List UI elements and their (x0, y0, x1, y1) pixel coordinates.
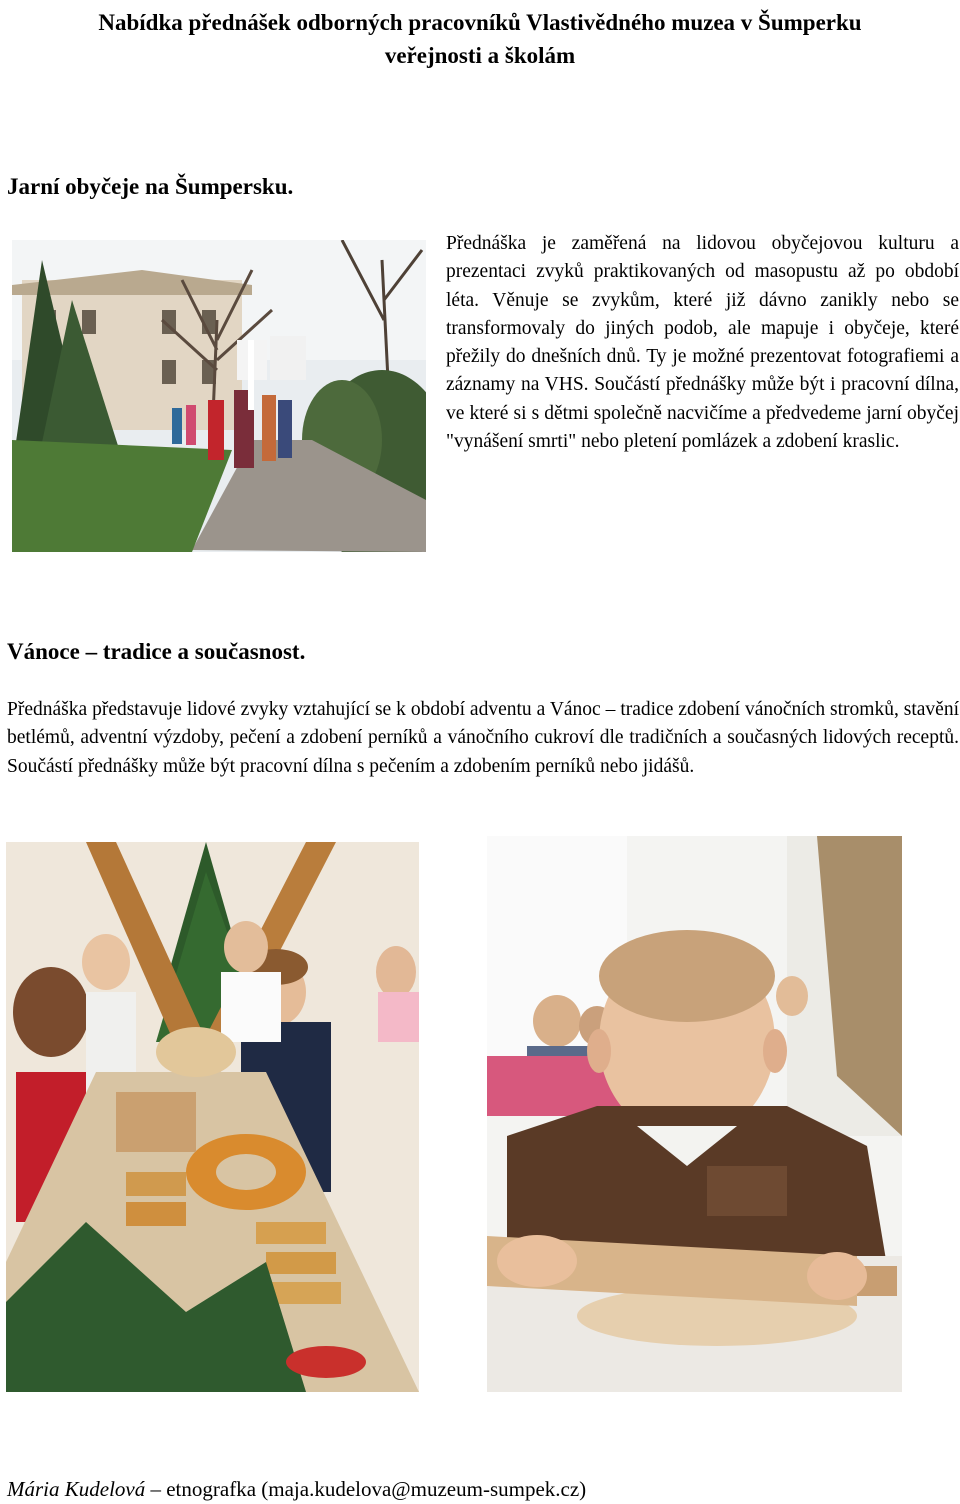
section-heading-christmas: Vánoce – tradice a současnost. (7, 639, 306, 664)
photo-gingerbread-workshop (6, 842, 419, 1392)
page-title-line-1: Nabídka přednášek odborných pracovníků Vlastivědného muzea v Šumperku (98, 10, 862, 35)
footer-author (7, 1475, 586, 1503)
section-text-spring: Přednáška je zaměřená na lidovou obyčejovou kulturu a prezentaci zvyků praktikovaných od masopustu až po období léta. Věnuje se zvykům, které již dávno zanikly nebo se transformovaly do jiných podob, ale mapuje i obyčeje, které přežily do dnešních dnů. Ty je možné prezentovat fotografiemi a záznamy na VHS. Součástí přednášky může být i pracovní dílna, ve které si s dětmi společně nacvičíme a předvedeme jarní obyčej "vynášení smrti" nebo pletení pomlázek a zdobení kraslic. (446, 233, 959, 453)
page-title (0, 6, 960, 72)
page-title-line-2: veřejnosti a školám (384, 43, 576, 68)
photo-boy-rolling-dough (487, 836, 902, 1392)
photo-spring-procession (12, 240, 426, 552)
section-heading-spring: Jarní obyčeje na Šumpersku. (7, 174, 294, 199)
section-text-christmas: Přednáška představuje lidové zvyky vztahující se k období adventu a Vánoc – tradice zdobení vánočních stromků, stavění betlémů, adventní výzdoby, pečení a zdobení perníků a vánočního cukroví dle tradičních a současných lidových receptů. Součástí přednášky může být pracovní dílna s pečením a zdobením perníků nebo jidášů. (7, 699, 959, 777)
author-role-contact: etnografka (maja.kudelova@muzeum-sumpek.cz) (166, 1477, 587, 1501)
author-name: Mária Kudelová (7, 1477, 146, 1501)
author-separator: – (145, 1477, 167, 1501)
